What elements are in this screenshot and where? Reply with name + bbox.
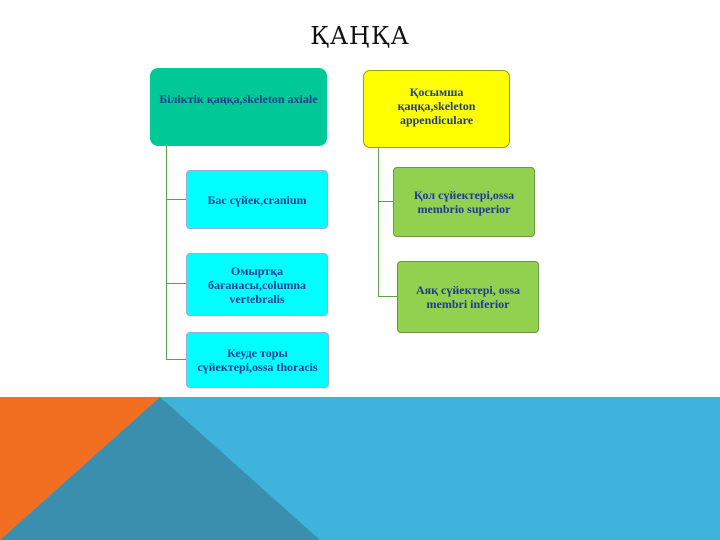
upper-limb-bones-node: Қол сүйектері,ossa membrio superior — [393, 167, 535, 237]
connector-axial-vertebral — [166, 283, 186, 284]
axial-skeleton-node: Біліктік қаңқа,skeleton axiale — [150, 68, 327, 146]
connector-appendicular-lower — [378, 296, 397, 297]
cranium-node: Бас сүйек,cranium — [186, 170, 328, 229]
page-title: ҚАҢҚА — [310, 22, 410, 50]
decorative-bottom-band — [0, 397, 720, 540]
lower-limb-bones-node: Аяқ сүйектері, ossa membri inferior — [397, 261, 539, 333]
vertebral-column-node: Омыртқа бағанасы,columna vertebralis — [186, 253, 328, 316]
connector-axial-thoracic — [166, 359, 186, 360]
connector-axial-cranium — [166, 199, 186, 200]
connector-appendicular-upper — [378, 201, 393, 202]
thoracic-bones-node: Кеуде торы сүйектері,ossa thoracis — [186, 332, 329, 388]
connector-axial-trunk — [166, 146, 167, 360]
connector-appendicular-trunk — [378, 148, 379, 296]
appendicular-skeleton-node: Қосымша қаңқа,skeleton appendiculare — [363, 70, 510, 148]
